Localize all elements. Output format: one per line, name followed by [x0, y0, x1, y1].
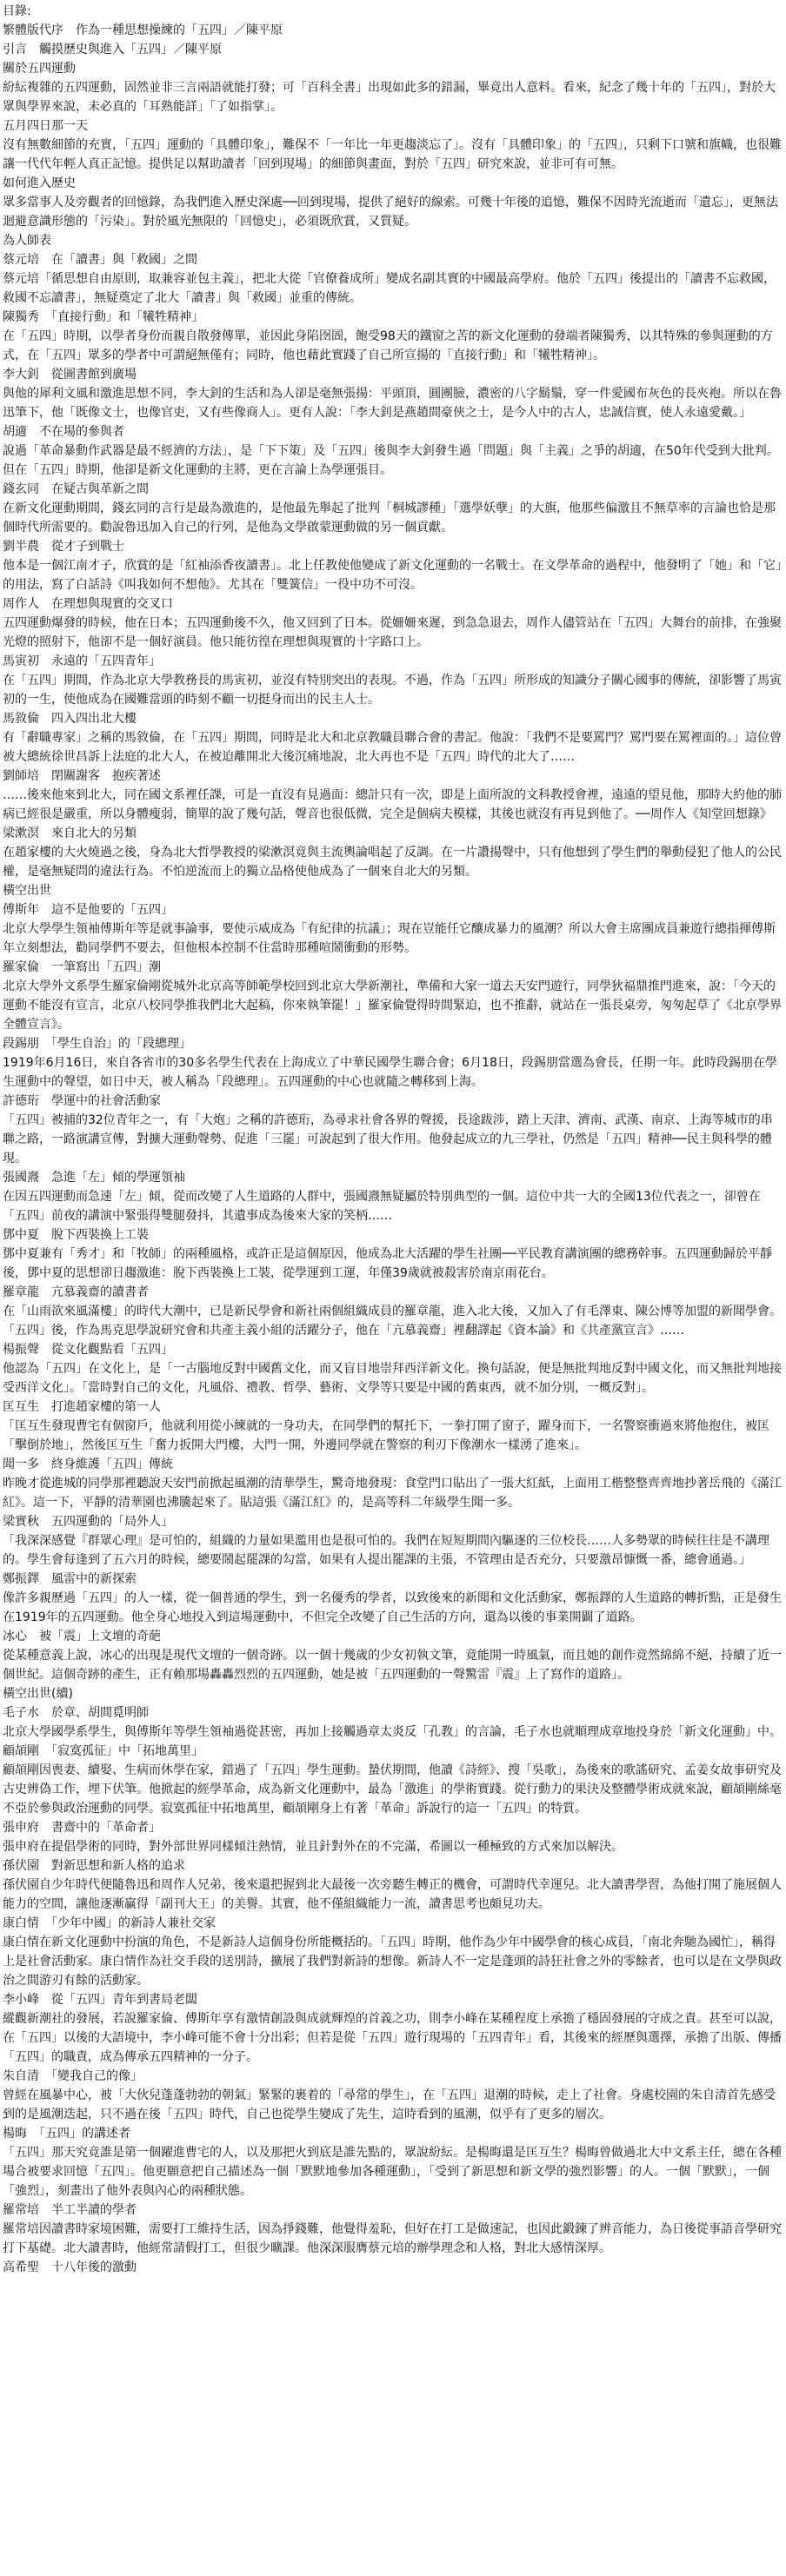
part-section	[3, 881, 783, 1684]
chapter-heading: 馬敘倫 四入四出北大樓	[3, 712, 137, 726]
chapter-heading: 高希聖 十八年後的激動	[3, 2261, 137, 2274]
chapter-summary: 在「山雨欲來風滿樓」的時代大潮中，已是新民學會和新社兩個組織成員的羅章龍，進入北大後，又加入了有毛澤東、陳公博等加盟的新聞學會。「五四」後，作為馬克思學說研究會和共產主義小組的活躍分子，他在「亢慕義齋」裡翻譯起《資本論》和《共產黨宣言》……	[3, 1305, 782, 1338]
chapter-heading: 康白情 「少年中國」的新詩人兼社交家	[3, 1916, 216, 1930]
chapter-heading: 鄧中夏 脫下西裝換上工裝	[3, 1228, 149, 1242]
chapter-heading: 蔡元培 在「讀書」與「救國」之間	[3, 253, 197, 267]
part-summary: 紛紜複雜的五四運動，固然並非三言兩語就能打發；可「百科全書」出現如此多的錯漏，畢竟出人意料。看來，紀念了幾十年的「五四」，對於大眾與學界來說，未必真的「耳熟能詳」「了如指掌」。	[3, 81, 776, 114]
part-title: 如何進入歷史	[3, 176, 76, 190]
chapter-heading: 劉半農 從才子到戰士	[3, 540, 124, 554]
chapter-heading: 張申府 書齋中的「革命者」	[3, 1821, 161, 1835]
chapter-summary: 在新文化運動期間，錢玄同的言行是最為激進的，是他最先舉起了批判「桐城謬種」「選學妖孽」的大旗，他那些偏激且不無草率的言論也恰是那個時代所需要的。勸說魯迅加入自己的行列，是他為文學啟蒙運動做的另一個貢獻。	[3, 501, 776, 534]
part-section	[3, 1684, 783, 2277]
chapter-heading: 陳獨秀 「直接行動」和「犧牲精神」	[3, 310, 203, 324]
part-section	[3, 116, 783, 174]
part-summary: 眾多當事人及旁觀者的回憶錄，為我們進入歷史深處──回到現場，提供了絕好的線索。可幾十年後的追憶，難保不因時光流逝而「遺忘」，更無法迴避意識形態的「污染」。對於風光無限的「回憶史」，必須既欣賞，又質疑。	[3, 196, 778, 229]
chapter-summary: 1919年6月16日，來自各省市的30多名學生代表在上海成立了中華民國學生聯合會；6月18日，段錫朋當選為會長，任期一年。此時段錫朋在學生運動中的聲望，如日中天，被人稱為「段總理」。五四運動的中心也就隨之轉移到上海。	[3, 1056, 777, 1089]
part-title: 關於五四運動	[3, 62, 76, 76]
front-matter	[3, 21, 783, 59]
chapter-summary: 曾經在風暴中心，被「大伙兒蓬蓬勃勃的朝氣」緊緊的裹着的「尋常的學生」，在「五四」退潮的時候，走上了社會。身處校園的朱自清首先感受到的是風潮迭起，只不過在後「五四」時代，自己也從學生變成了先生，這時看到的風潮，似乎有了更多的層次。	[3, 2088, 776, 2121]
chapter-heading: 段錫朋 「學生自治」的「段總理」	[3, 1037, 191, 1051]
chapter-summary: 鄧中夏兼有「秀才」和「牧師」的兩種風格，或許正是這個原因，他成為北大活躍的學生社團──平民教育講演團的總務幹事。五四運動歸於平靜後，鄧中夏的思想卻日趨激進：脫下西裝換上工裝，從學運到工運，年僅39歲就被殺害於南京雨花台。	[3, 1247, 772, 1280]
chapter-heading: 馬寅初 永遠的「五四青年」	[3, 654, 161, 668]
chapter-summary: 顧頡剛因喪妻、續娶、生病而休學在家，錯過了「五四」學生運動。蟄伏期間，他讀《詩經》、搜「吳歌」，為後來的歌謠研究、孟姜女故事研究及古史辨偽工作，埋下伏筆。他掀起的經學革命，成為新文化運動中，最為「激進」的學術實踐。從行動力的果決及整體學術成就來說，顧頡剛絲毫不亞於參與政治運動的同學。寂寞孤征中拓地萬里，顧頡剛身上有著「革命」訴說行的這一「五四」的特質。	[3, 1763, 782, 1816]
chapter-heading: 劉師培 閉關謝客 抱疾著述	[3, 769, 161, 783]
chapter-summary: 康白情在新文化運動中扮演的角色，不是新詩人這個身份所能概括的。「五四」時期，他作為少年中國學會的核心成員，「南北奔馳為國忙」，稱得上是社會活動家。康白情作為社交手段的送別詩，擴展了我們對新詩的想像。新詩人不一定是蓬頭的詩狂社會之外的零餘者，也可以是在文學與政治之間游刃有餘的活動家。	[3, 1935, 782, 1988]
chapter-summary: 在趙家樓的大火燒過之後，身為北大哲學教授的梁漱溟竟與主流輿論唱起了反調。在一片讚揚聲中，只有他想到了學生們的舉動侵犯了他人的公民權，是毫無疑問的違法行為。不怕逆流而上的獨立品格使他成為了一個來自北大的另類。	[3, 846, 782, 879]
part-title: 為人師表	[3, 234, 51, 248]
chapter-summary: ……後來他來到北大，同在國文系裡任課，可是一直沒有見過面：總計只有一次，即是上面所說的文科教授會裡，遠遠的望見他，那時大約他的肺病已經很是嚴重，所以身體瘦弱，簡單的說了幾句話，聲音也很低微，完全是個病夫模樣，其後也就沒有再見到他了。──周作人《知堂回想錄》	[3, 788, 782, 821]
chapter-summary: 蔡元培「循思想自由原則，取兼容並包主義」，把北大從「官僚養成所」變成名副其實的中國最高學府。他於「五四」後提出的「讀書不忘救國，救國不忘讀書」，無疑奠定了北大「讀書」與「救國」並重的傳統。	[3, 272, 776, 305]
part-section	[3, 174, 783, 231]
chapter-summary: 孫伏園自少年時代便隨魯迅和周作人兄弟，後來還把握到北大最後一次旁聽生轉正的機會，可謂時代幸運兒。北大讀書學習，為他打開了施展個人能力的空間，讓他逐漸贏得「副刊大王」的美譽。其實，他不僅組織能力一流，讀書思考也頗見功夫。	[3, 1878, 782, 1911]
chapter-heading: 羅常培 半工半讀的學者	[3, 2203, 137, 2217]
chapter-heading: 胡適 不在場的參與者	[3, 425, 124, 439]
chapter-heading: 冰心 被「震」上文壇的奇葩	[3, 1630, 161, 1643]
chapter-heading: 張國燾 急進「左」傾的學運領袖	[3, 1171, 185, 1185]
chapter-summary: 他認為「五四」在文化上，是「一古腦地反對中國舊文化，而又盲目地崇拜西洋新文化。換句話說，便是無批判地反對中國文化，而又無批判地接受西洋文化」。「當時對自己的文化，凡風俗、禮教、哲學、藝術、文學等只要是中國的舊東西，就不加分別，一概反對」。	[3, 1362, 782, 1395]
front-matter-entry: 引言 觸摸歷史與進入「五四」／陳平原	[3, 43, 222, 56]
chapter-heading: 許德珩 學運中的社會活動家	[3, 1094, 161, 1108]
chapter-heading: 李小峰 從「五四」青年到書局老闆	[3, 1993, 197, 2007]
chapter-summary: 他本是一個江南才子，欣賞的是「紅袖添香夜讀書」。北上任教使他變成了新文化運動的一名戰士。在文學革命的過程中，他發明了「她」和「它」的用法，寫了白話詩《叫我如何不想他》。尤其在「雙簧信」一役中功不可沒。	[3, 559, 782, 592]
toc-label: 目錄:	[3, 4, 31, 18]
chapter-heading: 楊振聲 從文化觀點看「五四」	[3, 1343, 173, 1357]
chapter-summary: 說過「革命暴動作武器是最不經濟的方法」，是「下下策」及「五四」後與李大釗發生過「問題」與「主義」之爭的胡適，在50年代受到大批判。但在「五四」時期，他卻是新文化運動的主將，更在言論上為學運張目。	[3, 444, 779, 477]
chapter-heading: 傅斯年 這不是他要的「五四」	[3, 903, 173, 917]
chapter-summary: 縱觀新潮社的發展，若說羅家倫、傅斯年享有激情創設與成就輝煌的首義之功，則李小峰在某種程度上承擔了穩固發展的守成之責。甚至可以說，在「五四」以後的大語境中，李小峰可能不會十分出彩；但若是從「五四」遊行現場的「五四青年」看，其後來的經歷與選擇，承擔了出版、傳播「五四」的職責，成為傳承五四精神的一分子。	[3, 2012, 782, 2064]
chapter-heading: 毛子水 於章、胡間覓明師	[3, 1706, 149, 1720]
chapter-summary: 有「辭職專家」之稱的馬敘倫，在「五四」期間，同時是北大和北京教職員聯合會的書記。他說：「我們不是要罵門？罵門要在罵裡面的。」這位曾被大總統徐世昌訴上法庭的北大人，在被迫離開北大後沉痛地說，北大再也不是「五四」時代的北大了……	[3, 731, 782, 764]
chapter-summary: 在「五四」期間，作為北京大學教務長的馬寅初，並沒有特別突出的表現。不過，作為「五四」所形成的知識分子關心國事的傳統，卻影響了馬寅初的一生，使他成為在國難當頭的時刻不顧一切挺身而出的民主人士。	[3, 674, 782, 707]
part-title: 橫空出世(續)	[3, 1687, 73, 1701]
chapter-heading: 羅章龍 亢慕義齋的讀書者	[3, 1285, 149, 1299]
chapter-summary: 從某種意義上說，冰心的出現是現代文壇的一個奇跡。以一個十幾歲的少女初執文筆，竟能開一時風氣，而且她的創作竟然綿綿不絕，持續了近一個世紀。這個奇跡的產生，正有賴那場轟轟烈烈的五四運動，她是被「五四運動的一聲驚雷『震』上了寫作的道路」。	[3, 1649, 782, 1682]
chapter-summary: 昨晚才從進城的同學那裡聽說天安門前掀起風潮的清華學生，驚奇地發現：食堂門口貼出了一張大紅紙，上面用工楷整整齊齊地抄著岳飛的《滿江紅》。這一下，平靜的清華園也沸騰起來了。貼這張《滿江紅》的，是高等科二年級學生聞一多。	[3, 1477, 782, 1510]
chapter-heading: 梁漱溟 來自北大的另類	[3, 827, 137, 840]
chapter-heading: 顧頡剛 「寂寞孤征」中「拓地萬里」	[3, 1744, 203, 1758]
chapter-heading: 梁實秋 五四運動的「局外人」	[3, 1515, 173, 1529]
part-title: 橫空出世	[3, 884, 51, 898]
part-summary: 沒有無數細節的充實，「五四」運動的「具體印象」，難保不「一年比一年更趨淡忘了」。沒有「具體印象」的「五四」，只剩下口號和旗幟，也很難讓一代代年輕人真正記憶。提供足以幫助讀者「回到現場」的細節與畫面，對於「五四」研究來說，並非可有可無。	[3, 138, 782, 171]
chapter-heading: 孫伏園 對新思想和新人格的追求	[3, 1859, 185, 1873]
chapter-heading: 朱自清 「變我自己的像」	[3, 2069, 143, 2083]
chapter-summary: 張申府在提倡學術的同時，對外部世界同樣傾注熱情，並且針對外在的不完滿，希圖以一種極致的方式來加以解決。	[3, 1840, 623, 1854]
part-section	[3, 59, 783, 116]
chapter-summary: 與他的犀利文風和激進思想不同，李大釗的生活和為人卻是毫無張揚：平頭頂，圓團臉，濃密的八字鬍鬚，穿一件愛國布灰色的長夾袍。所以在魯迅筆下，他「既像文士，也像官吏，又有些像商人」。更有人說：「李大釗是燕趙間豪俠之士，是今人中的古人，忠誠信實，使人永遠愛戴。」	[3, 387, 782, 420]
chapter-summary: 「我深深感覺『群眾心理』是可怕的，組織的力量如果濫用也是很可怕的。我們在短短期間內驅逐的三位校長……人多勢眾的時候往往是不講理的。學生會每逢到了五六月的時候，總要鬧起罷課的勾當，如果有人提出罷課的主張，不管理由是否充分，只要激昂慷慨一番，總會通過。」	[3, 1534, 769, 1567]
chapter-heading: 李大釗 從圖書館到廣場	[3, 368, 137, 382]
chapter-heading: 錢玄同 在疑古與革新之間	[3, 482, 149, 496]
chapter-summary: 羅常培因讀書時家境困難，需要打工維持生活，因為掙錢難，他覺得羞恥，但好在打工是做速記，也因此鍛鍊了辨音能力，為日後從事語音學研究打下基礎。北大讀書時，他經常請假打工，但很少曠課。他深深服膺蔡元培的辦學理念和人格，對北大感情深厚。	[3, 2222, 782, 2255]
chapter-heading: 周作人 在理想與現實的交叉口	[3, 597, 173, 611]
chapter-summary: 像許多親歷過「五四」的人一樣，從一個普通的學生，到一名優秀的學者，以致後來的新聞和文化活動家，鄭振鐸的人生道路的轉折點，正是發生在1919年的五四運動。他全身心地投入到這場運動中，不但完全改變了自己生活的方向，還為以後的事業開闢了道路。	[3, 1591, 782, 1624]
chapter-heading: 羅家倫 一筆寫出「五四」潮	[3, 960, 161, 974]
chapter-summary: 北京大學學生領袖傅斯年等是就事論事，要使示威成為「有紀律的抗議」；現在豈能任它釀成暴力的風潮？所以大會主席團成員兼遊行總指揮傅斯年立刻想法，勸同學們不要去，但他根本控制不住當時那種喧鬧衝動的形勢。	[3, 922, 776, 955]
chapter-summary: 北京大學國學系學生，與傅斯年等學生領袖過從甚密，再加上接觸過章太炎反「孔教」的言論，毛子水也就順理成章地投身於「新文化運動」中。	[3, 1725, 782, 1739]
chapter-heading: 鄭振鐸 風雷中的新探索	[3, 1572, 137, 1586]
chapter-summary: 五四運動爆發的時候，他在日本；五四運動後不久，他又回到了日本。從姍姍來遲，到急急退去，周作人儘管站在「五四」大舞台的前排，在強聚光燈的照射下，他卻不是一個好演員。他只能彷徨在理想與現實的十字路口上。	[3, 616, 782, 649]
chapter-summary: 「匡互生發現曹宅有個窗戶，他就利用從小練就的一身功夫，在同學們的幫托下，一拳打開了窗子，躍身而下，一名警察衝過來將他抱住，被匡「擊倒於地」，然後匡互生「奮力扳開大門樓，大門一開，外邊同學就在警察的利刃下像潮水一樣湧了進來」。	[3, 1419, 769, 1452]
part-title: 五月四日那一天	[3, 119, 88, 133]
chapter-heading: 楊晦 「五四」的講述者	[3, 2127, 130, 2141]
part-section	[3, 231, 783, 881]
parts-list	[3, 59, 783, 2277]
chapter-summary: 在因五四運動而急速「左」傾，從而改變了人生道路的人群中，張國燾無疑屬於特別典型的一個。這位中共一大的全國13位代表之一，卻曾在「五四」前夜的講演中緊張得雙腿發抖，其遺事成為後來大家的笑柄……	[3, 1190, 761, 1223]
chapter-heading: 聞一多 終身維護「五四」傳統	[3, 1457, 173, 1471]
chapter-summary: 「五四」那天究竟誰是第一個躍進曹宅的人，以及那把火到底是誰先點的，眾說紛紜。是楊晦還是匡互生？楊晦曾做過北大中文系主任，總在各種場合被要求回憶「五四」。他更願意把自己描述為一個「默默地參加各種運動」，「受到了新思想和新文學的強烈影響」的人。一個「默默」，一個「強烈」，刻畫出了他外表與內心的兩種狀態。	[3, 2146, 782, 2198]
front-matter-entry: 繁體版代序 作為一種思想操練的「五四」／陳平原	[3, 23, 283, 37]
chapter-summary: 北京大學外文系學生羅家倫剛從城外北京高等師範學校回到北京大學新潮社，準備和大家一道去天安門遊行，同學狄福鼎推門進來，說：「今天的運動不能沒有宣言，北京八校同學推我們北大起稿，你來執筆罷！」羅家倫覺得時間緊迫，也不推辭，就站在一張長桌旁，匆匆起草了《北京學界全體宣言》。	[3, 979, 782, 1032]
chapter-summary: 在「五四」時期，以學者身份而親自散發傳單，並因此身陷囹圄，飽受98天的鐵窗之苦的新文化運動的發端者陳獨秀，以其特殊的參與運動的方式，在「五四」眾多的學者中可謂絕無僅有；同時，他也藉此實踐了自己所宣揚的「直接行動」和「犧牲精神」。	[3, 329, 773, 362]
chapter-summary: 「五四」被捕的32位青年之一，有「大炮」之稱的許德珩，為尋求社會各界的聲援，長途跋涉，踏上天津、濟南、武漢、南京、上海等城市的串聯之路，一路演講宣傳，對擴大運動聲勢、促進「三罷」可說起到了很大作用。他發起成立的九三學社，仍然是「五四」精神──民主與科學的體現。	[3, 1113, 773, 1165]
chapter-heading: 匡互生 打進趙家樓的第一人	[3, 1400, 161, 1414]
